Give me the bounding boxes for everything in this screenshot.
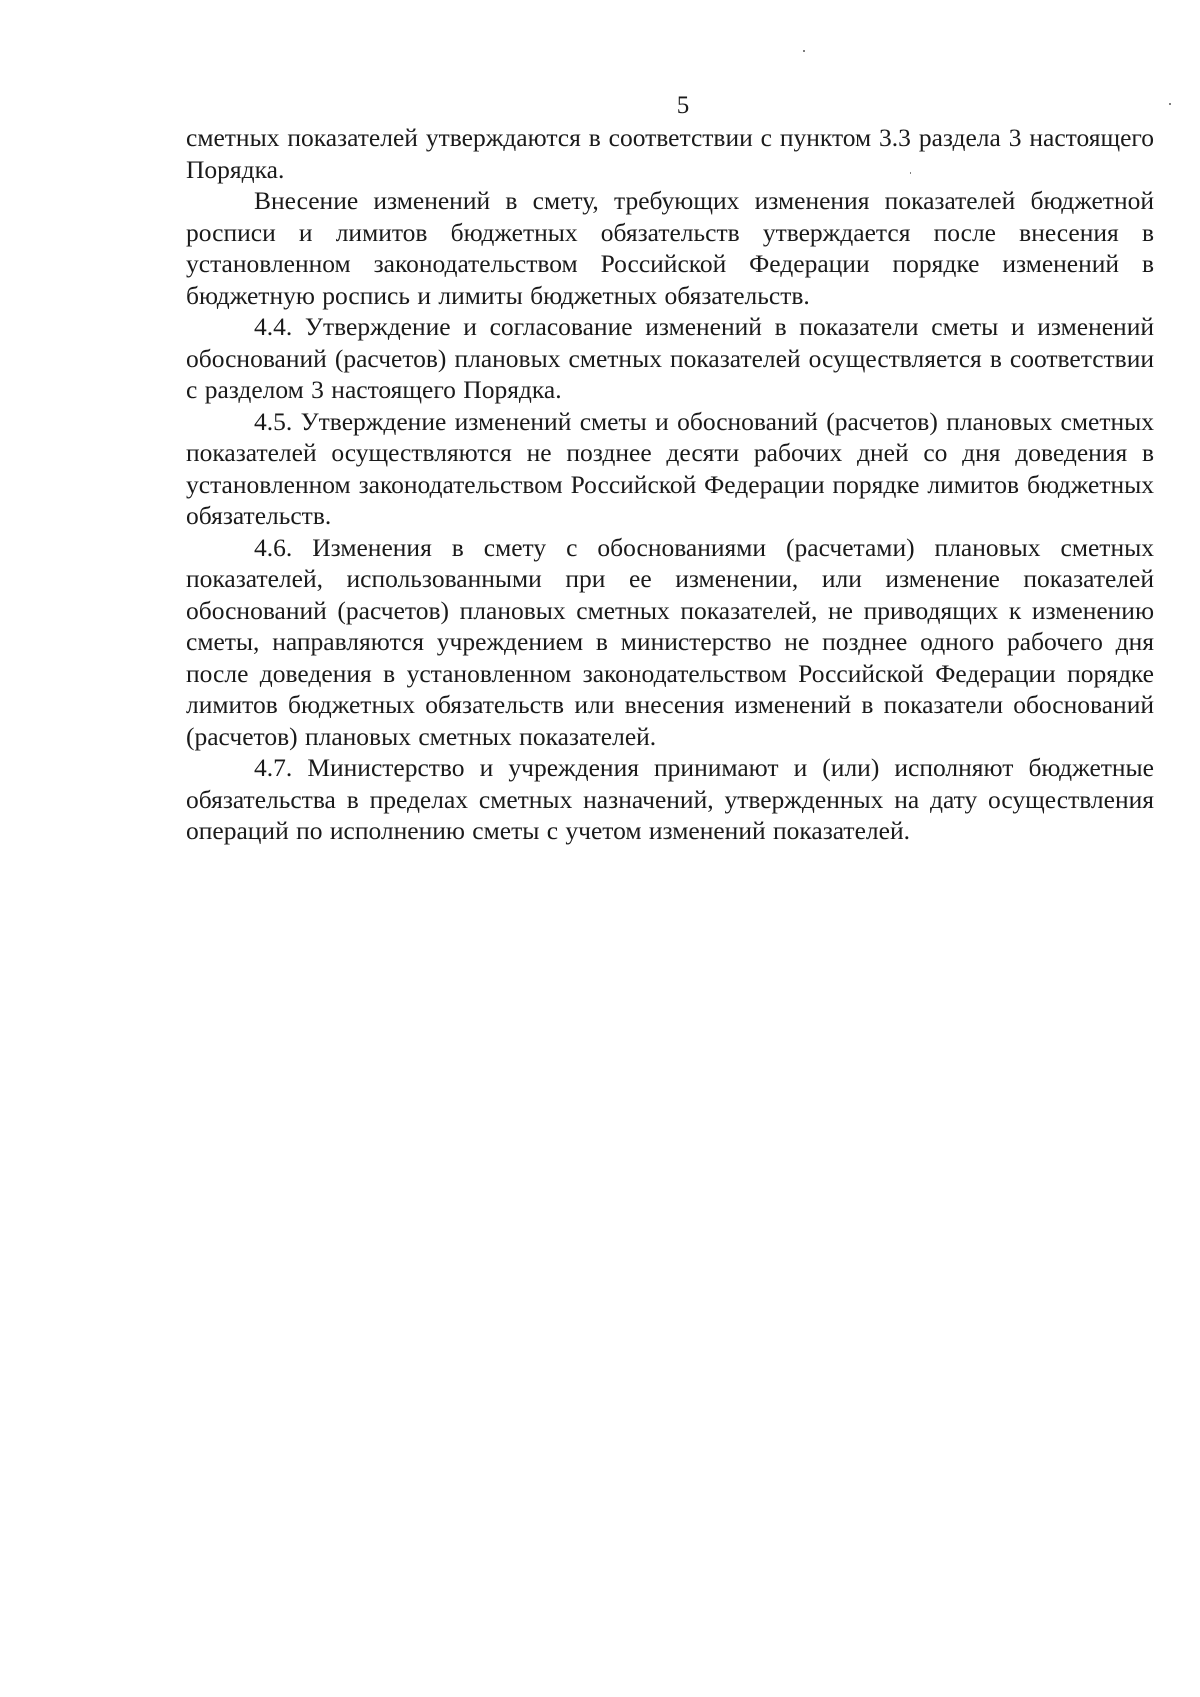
paragraph-4-5: 4.5. Утверждение изменений сметы и обоснований (расчетов) плановых сметных показателей осуществляются не позднее десяти рабочих дней со дня доведения в установленном законодательством Российской Федерации порядке лимитов бюджетных обязательств. — [186, 406, 1154, 530]
paragraph-4-7: 4.7. Министерство и учреждения принимают и (или) исполняют бюджетные обязательства в пределах сметных назначений, утвержденных на дату осуществления операций по исполнению сметы с учетом изменений показателей. — [186, 753, 1154, 845]
scan-speck — [1169, 103, 1171, 105]
scan-speck — [910, 172, 911, 174]
paragraph-budget-changes: Внесение изменений в смету, требующих изменения показателей бюджетной росписи и лимитов бюджетных обязательств утверждается после внесения в установленном законодательством Российской Федерации порядке изменений в бюджетную роспись и лимиты бюджетных обязательств. — [186, 186, 1154, 310]
paragraph-continuation: сметных показателей утверждаются в соответствии с пунктом 3.3 раздела 3 настоящего Порядка. — [186, 123, 1154, 184]
document-body — [186, 122, 1154, 847]
paragraph-4-6: 4.6. Изменения в смету с обоснованиями (расчетами) плановых сметных показателей, использованными при ее изменении, или изменение показателей обоснований (расчетов) плановых сметных показателей, не приводящих к изменению сметы, направляются учреждением в министерство не позднее одного рабочего дня после доведения в установленном законодательством Российской Федерации порядке лимитов бюджетных обязательств или внесения изменений в показатели обоснований (расчетов) плановых сметных показателей. — [186, 532, 1154, 751]
page-number: 5 — [676, 92, 690, 119]
scan-speck — [803, 50, 805, 52]
paragraph-4-4: 4.4. Утверждение и согласование изменений в показатели сметы и изменений обоснований (расчетов) плановых сметных показателей осуществляется в соответствии с разделом 3 настоящего Порядка. — [186, 312, 1154, 404]
